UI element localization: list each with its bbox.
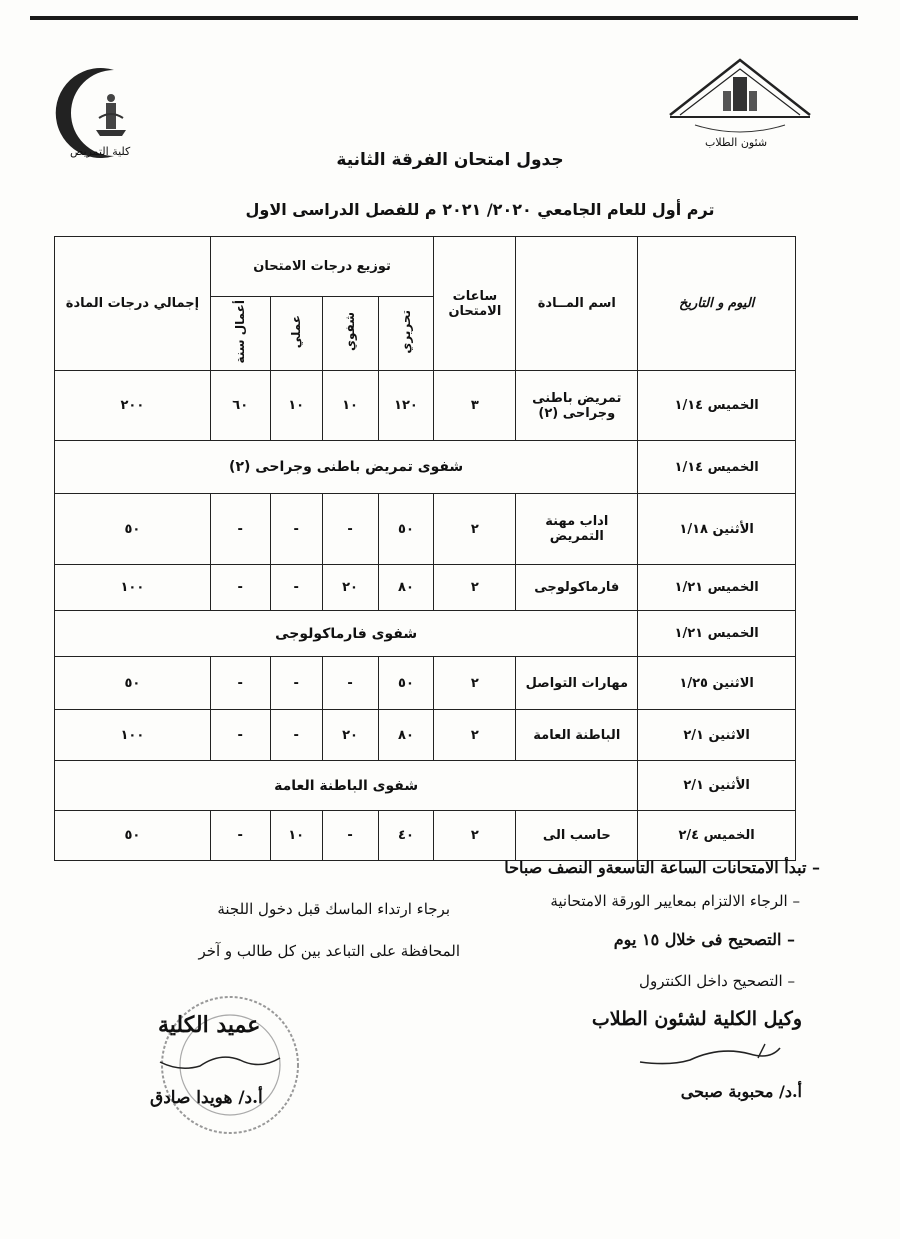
cell-yearwork: - [210, 710, 270, 761]
cell-practical: ١٠ [270, 371, 322, 441]
header-hours: ساعات الامتحان [434, 237, 516, 371]
cell-day: الاثنين ٢/١ [638, 710, 796, 761]
cell-total: ٥٠ [55, 494, 211, 565]
table-row [55, 657, 796, 710]
note-wear-mask: برجاء ارتداء الماسك قبل دخول اللجنة [217, 900, 450, 918]
header-subject: اسم المــادة [516, 237, 638, 371]
cell-merged-oral-exam: شفوى تمريض باطنى وجراحى (٢) [55, 441, 638, 494]
cell-total: ٥٠ [55, 811, 211, 861]
cell-total: ١٠٠ [55, 565, 211, 611]
cell-subject: تمريض باطنى وجراحى (٢) [516, 371, 638, 441]
page-subtitle: ترم أول للعام الجامعي ٢٠٢٠/ ٢٠٢١ م للفصل الدراسى الاول [245, 200, 715, 219]
dean-title: عميد الكلية [158, 1012, 261, 1038]
cell-oral: ٢٠ [322, 565, 378, 611]
cell-practical: - [270, 710, 322, 761]
table-row [55, 494, 796, 565]
right-logo-caption: شئون الطلاب [705, 136, 768, 149]
note-correction-days: – التصحيح فى خلال ١٥ يوم [613, 930, 795, 949]
cell-hours: ٢ [434, 565, 516, 611]
cell-oral: ١٠ [322, 371, 378, 441]
cell-hours: ٢ [434, 811, 516, 861]
vice-dean-name: أ.د/ محبوبة صبحى [680, 1082, 802, 1101]
cell-total: ٥٠ [55, 657, 211, 710]
cell-practical: ١٠ [270, 811, 322, 861]
cell-day: الخميس ٢/٤ [638, 811, 796, 861]
top-border-line [30, 16, 858, 20]
cell-day: الخميس ١/٢١ [638, 611, 796, 657]
cell-written: ٤٠ [378, 811, 434, 861]
dean-name: أ.د/ هويدا صادق [150, 1088, 263, 1108]
table-row [55, 761, 796, 811]
header-written: تحريري [378, 297, 434, 371]
dean-signature [150, 1048, 290, 1074]
cell-written: ٥٠ [378, 494, 434, 565]
cell-written: ٥٠ [378, 657, 434, 710]
cell-written: ١٢٠ [378, 371, 434, 441]
cell-day: الأثنين ٢/١ [638, 761, 796, 811]
note-social-distance: المحافظة على التباعد بين كل طالب و آخر [198, 942, 460, 960]
table-row [55, 565, 796, 611]
table-row [55, 441, 796, 494]
cell-day: الخميس ١/١٤ [638, 371, 796, 441]
benha-university-logo [665, 55, 815, 140]
header-yearwork: أعمال سنة [210, 297, 270, 371]
cell-hours: ٢ [434, 657, 516, 710]
cell-yearwork: - [210, 811, 270, 861]
cell-hours: ٢ [434, 494, 516, 565]
exam-schedule-table [54, 236, 796, 861]
header-day: اليوم و التاريخ [638, 237, 796, 371]
note-correction-control: – التصحيح داخل الكنترول [639, 972, 795, 990]
cell-day: الاثنين ١/٢٥ [638, 657, 796, 710]
cell-hours: ٢ [434, 710, 516, 761]
cell-subject: مهارات التواصل [516, 657, 638, 710]
left-logo-caption: كلية التمريض [70, 145, 131, 158]
cell-practical: - [270, 565, 322, 611]
header-practical: عملي [270, 297, 322, 371]
page-title: جدول امتحان الفرقة الثانية [336, 150, 564, 170]
cell-total: ٢٠٠ [55, 371, 211, 441]
note-exam-paper-rules: – الرجاء الالتزام بمعايير الورقة الامتحانية [550, 892, 800, 910]
header-total: إجمالي درجات المادة [55, 237, 211, 371]
cell-subject: حاسب الى [516, 811, 638, 861]
cell-day: الأثنين ١/١٨ [638, 494, 796, 565]
cell-yearwork: - [210, 565, 270, 611]
cell-day: الخميس ١/٢١ [638, 565, 796, 611]
note-start-time: – تبدأ الامتحانات الساعة التاسعةو النصف صباحا [504, 858, 820, 877]
cell-hours: ٣ [434, 371, 516, 441]
cell-oral: - [322, 811, 378, 861]
cell-day: الخميس ١/١٤ [638, 441, 796, 494]
table-row [55, 611, 796, 657]
cell-written: ٨٠ [378, 710, 434, 761]
cell-subject: الباطنة العامة [516, 710, 638, 761]
cell-practical: - [270, 657, 322, 710]
cell-total: ١٠٠ [55, 710, 211, 761]
header-oral: شفوي [322, 297, 378, 371]
cell-oral: - [322, 657, 378, 710]
cell-merged-oral-exam: شفوى الباطنة العامة [55, 761, 638, 811]
cell-subject: اداب مهنة التمريض [516, 494, 638, 565]
cell-subject: فارماكولوجى [516, 565, 638, 611]
cell-oral: ٢٠ [322, 710, 378, 761]
table-row [55, 710, 796, 761]
vice-dean-signature [630, 1040, 790, 1070]
cell-yearwork: ٦٠ [210, 371, 270, 441]
cell-yearwork: - [210, 657, 270, 710]
header-distribution: توزيع درجات الامتحان [210, 237, 434, 297]
cell-oral: - [322, 494, 378, 565]
vice-dean-title: وكيل الكلية لشئون الطلاب [591, 1008, 802, 1030]
cell-yearwork: - [210, 494, 270, 565]
cell-practical: - [270, 494, 322, 565]
cell-merged-oral-exam: شفوى فارماكولوجى [55, 611, 638, 657]
table-row [55, 811, 796, 861]
table-row [55, 371, 796, 441]
cell-written: ٨٠ [378, 565, 434, 611]
